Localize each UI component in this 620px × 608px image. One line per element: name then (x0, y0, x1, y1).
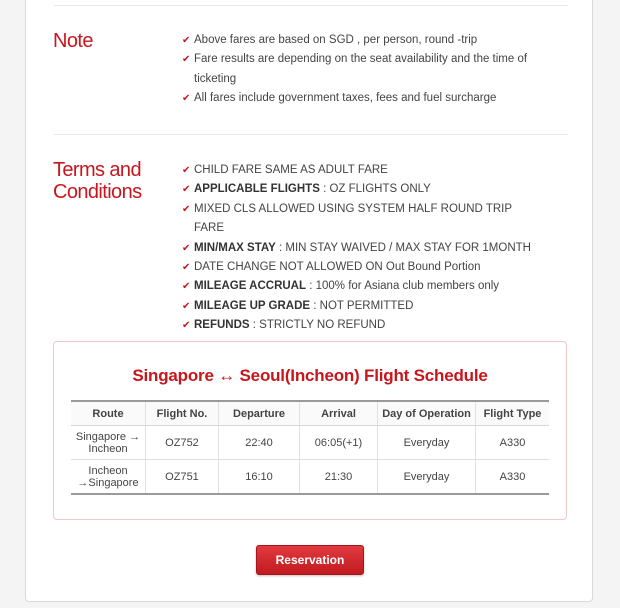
day-of-operation-cell: Everyday (378, 460, 476, 495)
route-cell (71, 460, 146, 495)
terms-item-text: : MIN STAY WAIVED / MAX STAY FOR 1MONTH (275, 241, 531, 254)
terms-item (182, 258, 542, 277)
check-icon: ✔ (182, 281, 191, 293)
route-line2: →Singapore (77, 476, 139, 489)
terms-item (182, 161, 542, 180)
route-line1: Incheon (88, 464, 128, 477)
terms-item (182, 200, 542, 239)
table-row (71, 460, 549, 495)
check-icon: ✔ (182, 35, 191, 46)
note-item (182, 89, 542, 108)
terms-item-text: DATE CHANGE NOT ALLOWED ON Out Bound Portion (194, 261, 481, 274)
check-icon: ✔ (182, 300, 191, 312)
check-icon: ✔ (182, 184, 191, 196)
schedule-title: Singapore ↔ Seoul(Incheon) Flight Schedule (132, 366, 488, 385)
column-header-flight-no: Flight No. (146, 401, 219, 426)
terms-title (53, 159, 142, 203)
note-item-text: All fares include government taxes, fees and fuel surcharge (194, 92, 497, 105)
terms-item (182, 277, 542, 296)
terms-item (182, 316, 542, 335)
terms-item (182, 297, 542, 316)
note-item (182, 50, 542, 89)
note-title: Note (53, 30, 93, 52)
note-item-text: Above fares are based on SGD , per person, round -trip (194, 34, 478, 46)
terms-item-text: : STRICTLY NO REFUND (249, 319, 386, 332)
terms-item-text: : NOT PERMITTED (310, 299, 414, 312)
note-list (182, 31, 542, 109)
terms-item (182, 180, 542, 199)
column-header-route: Route (71, 401, 146, 426)
route-line1: Singapore → (75, 430, 141, 443)
check-icon: ✔ (182, 203, 191, 215)
terms-item-label: APPLICABLE FLIGHTS (194, 183, 320, 196)
table-row (71, 426, 549, 460)
terms-item-label: MIN/MAX STAY (194, 241, 276, 254)
check-icon: ✔ (182, 93, 191, 105)
route-cell (71, 426, 146, 460)
table-header-row (71, 401, 549, 426)
note-item (182, 31, 542, 50)
column-header-day-of-operation: Day of Operation (378, 401, 476, 426)
departure-cell: 22:40 (219, 426, 300, 460)
note-item-text: Fare results are depending on the seat availability and the time of ticketing (194, 53, 528, 85)
flight-schedule-box (53, 341, 567, 520)
divider-top (54, 5, 568, 6)
terms-title-line1: Terms and (53, 159, 141, 181)
route-line2: Incheon (88, 442, 128, 455)
terms-item-label: MILEAGE ACCRUAL (194, 280, 307, 293)
terms-item (182, 239, 542, 258)
check-icon: ✔ (182, 262, 191, 274)
flight-no-cell: OZ751 (146, 460, 219, 495)
terms-title-line2: Conditions (53, 181, 142, 203)
check-icon: ✔ (182, 165, 191, 176)
arrival-cell: 06:05(+1) (300, 426, 378, 460)
day-of-operation-cell: Everyday (378, 426, 476, 460)
reservation-button[interactable]: Reservation (256, 545, 364, 575)
divider-middle (54, 134, 568, 135)
content-panel (25, 0, 593, 602)
terms-item-text: CHILD FARE SAME AS ADULT FARE (194, 164, 388, 176)
terms-item-text: : OZ FLIGHTS ONLY (319, 183, 431, 196)
flight-type-cell: A330 (476, 460, 550, 495)
departure-cell: 16:10 (219, 460, 300, 495)
terms-item-label: MILEAGE UP GRADE (194, 299, 311, 312)
check-icon: ✔ (182, 54, 191, 66)
terms-list (182, 161, 542, 336)
arrival-cell: 21:30 (300, 460, 378, 495)
terms-item-text: : 100% for Asiana club members only (306, 280, 500, 293)
column-header-arrival: Arrival (300, 401, 378, 426)
flight-schedule-table (71, 400, 549, 495)
terms-item-text: MIXED CLS ALLOWED USING SYSTEM HALF ROUND TRIP FARE (194, 202, 512, 235)
flight-no-cell: OZ752 (146, 426, 219, 460)
column-header-flight-type: Flight Type (476, 401, 550, 426)
terms-item-label: REFUNDS (194, 319, 250, 332)
check-icon: ✔ (182, 242, 191, 254)
flight-type-cell: A330 (476, 426, 550, 460)
column-header-departure: Departure (219, 401, 300, 426)
check-icon: ✔ (182, 320, 191, 332)
